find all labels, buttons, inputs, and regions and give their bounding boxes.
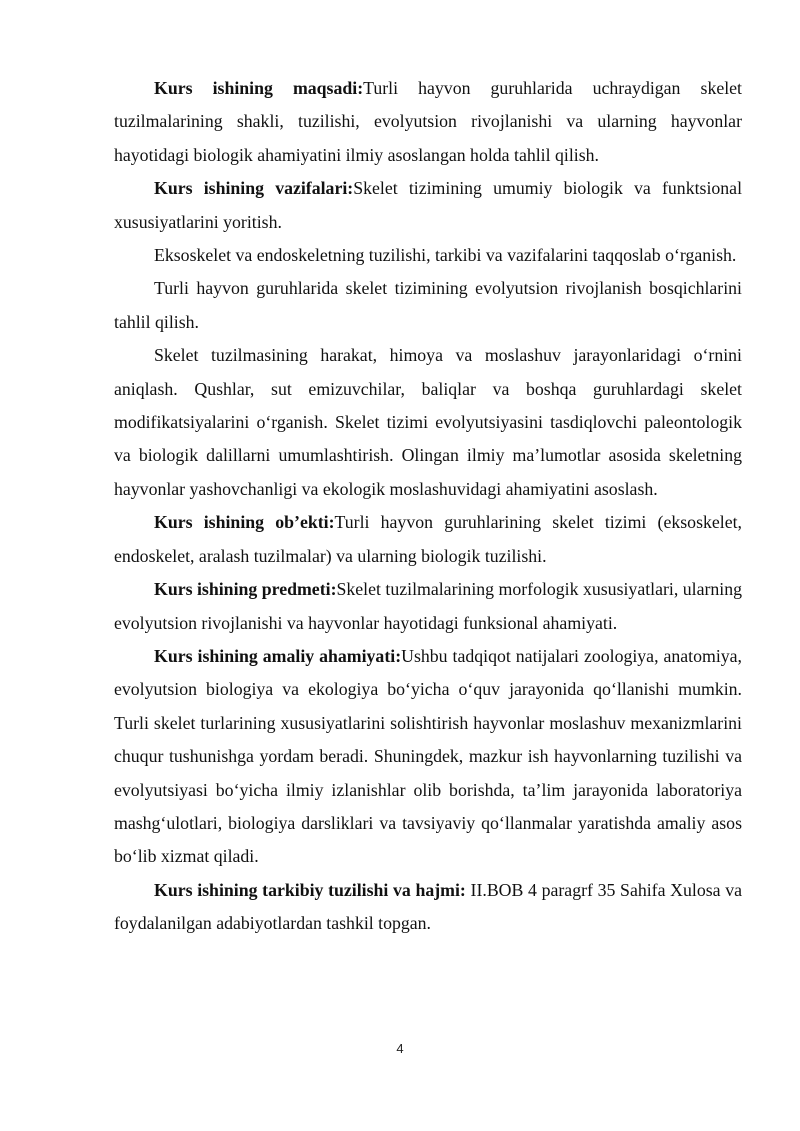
paragraph-vazifa-2	[114, 239, 742, 272]
paragraph-maqsadi	[114, 72, 742, 172]
paragraph-predmeti	[114, 573, 742, 640]
page-number: 4	[396, 1041, 404, 1056]
document-page	[114, 72, 742, 941]
paragraph-text: Turli hayvon guruhlarida skelet tizimining evolyutsion rivojlanish bosqichlarini tahlil qilish.	[114, 278, 742, 332]
paragraph-obekti	[114, 506, 742, 573]
paragraph-heading: Kurs ishining vazifalari:	[154, 178, 354, 199]
paragraph-heading: Kurs ishining predmeti:	[154, 579, 337, 600]
paragraph-tarkibiy-tuzilishi	[114, 874, 742, 941]
paragraph-text: Turli hayvon guruhlarining skelet tizimi (eksoskelet, endoskelet, aralash tuzilmalar) va ularning biologik tuzilishi.	[114, 512, 742, 566]
paragraph-vazifa-3	[114, 272, 742, 339]
paragraph-heading: Kurs ishining maqsadi:	[154, 78, 364, 98]
paragraph-text: Skelet tizimining umumiy biologik va funktsional xususiyatlarini yoritish.	[114, 178, 743, 232]
paragraph-text: Eksoskelet va endoskeletning tuzilishi, tarkibi va vazifalarini taqqoslab o‘rganish.	[154, 245, 737, 266]
paragraph-heading: Kurs ishining ob’ekti:	[154, 512, 335, 533]
paragraph-text: Skelet tuzilmalarining morfologik xususiyatlari, ularning evolyutsion rivojlanishi va hayvonlar hayotidagi funksional ahamiyati.	[114, 579, 743, 633]
paragraph-vazifalari	[114, 172, 742, 239]
paragraph-vazifa-4	[114, 339, 742, 506]
paragraph-heading: Kurs ishining tarkibiy tuzilishi va hajmi:	[154, 879, 466, 900]
paragraph-text: Skelet tuzilmasining harakat, himoya va moslashuv jarayonlaridagi o‘rnini aniqlash. Qushlar, sut emizuvchilar, baliqlar va boshqa guruhlardagi skelet modifikatsiyalarini o‘rganish. Skelet tizimi evolyutsiyasini tasdiqlovchi paleontologik va biologik dalillarni umumlashtirish. Olingan ilmiy ma’lumotlar asosida skeletning hayvonlar yashovchanligi va ekologik moslashuvidagi ahamiyatini asoslash.	[114, 345, 742, 499]
paragraph-text: Ushbu tadqiqot natijalari zoologiya, anatomiya, evolyutsion biologiya va ekologiya bo‘yicha o‘quv jarayonida qo‘llanishi mumkin. Turli skelet turlarining xususiyatlarini solishtirish hayvonlar moslashuv mexanizmlarini chuqur tushunishga yordam beradi. Shuningdek, mazkur ish hayvonlarning tuzilishi va evolyutsiyasi bo‘yicha ilmiy izlanishlar olib borishda, ta’lim jarayonida laboratoriya mashg‘ulotlari, biologiya darsliklari va tavsiyaviy qo‘llanmalar yaratishda amaliy asos bo‘lib xizmat qiladi.	[114, 645, 742, 867]
paragraph-text: Turli hayvon guruhlarida uchraydigan skelet tuzilmalarining shakli, tuzilishi, evolyutsion rivojlanishi va ularning hayvonlar hayotidagi biologik ahamiyatini ilmiy asoslangan holda tahlil qilish.	[114, 78, 742, 165]
paragraph-text: II.BOB 4 paragrf 35 Sahifa Xulosa va foydalanilgan adabiyotlardan tashkil topgan.	[114, 879, 742, 934]
paragraph-amaliy-ahamiyati	[114, 640, 742, 874]
paragraph-heading: Kurs ishining amaliy ahamiyati:	[154, 645, 402, 666]
